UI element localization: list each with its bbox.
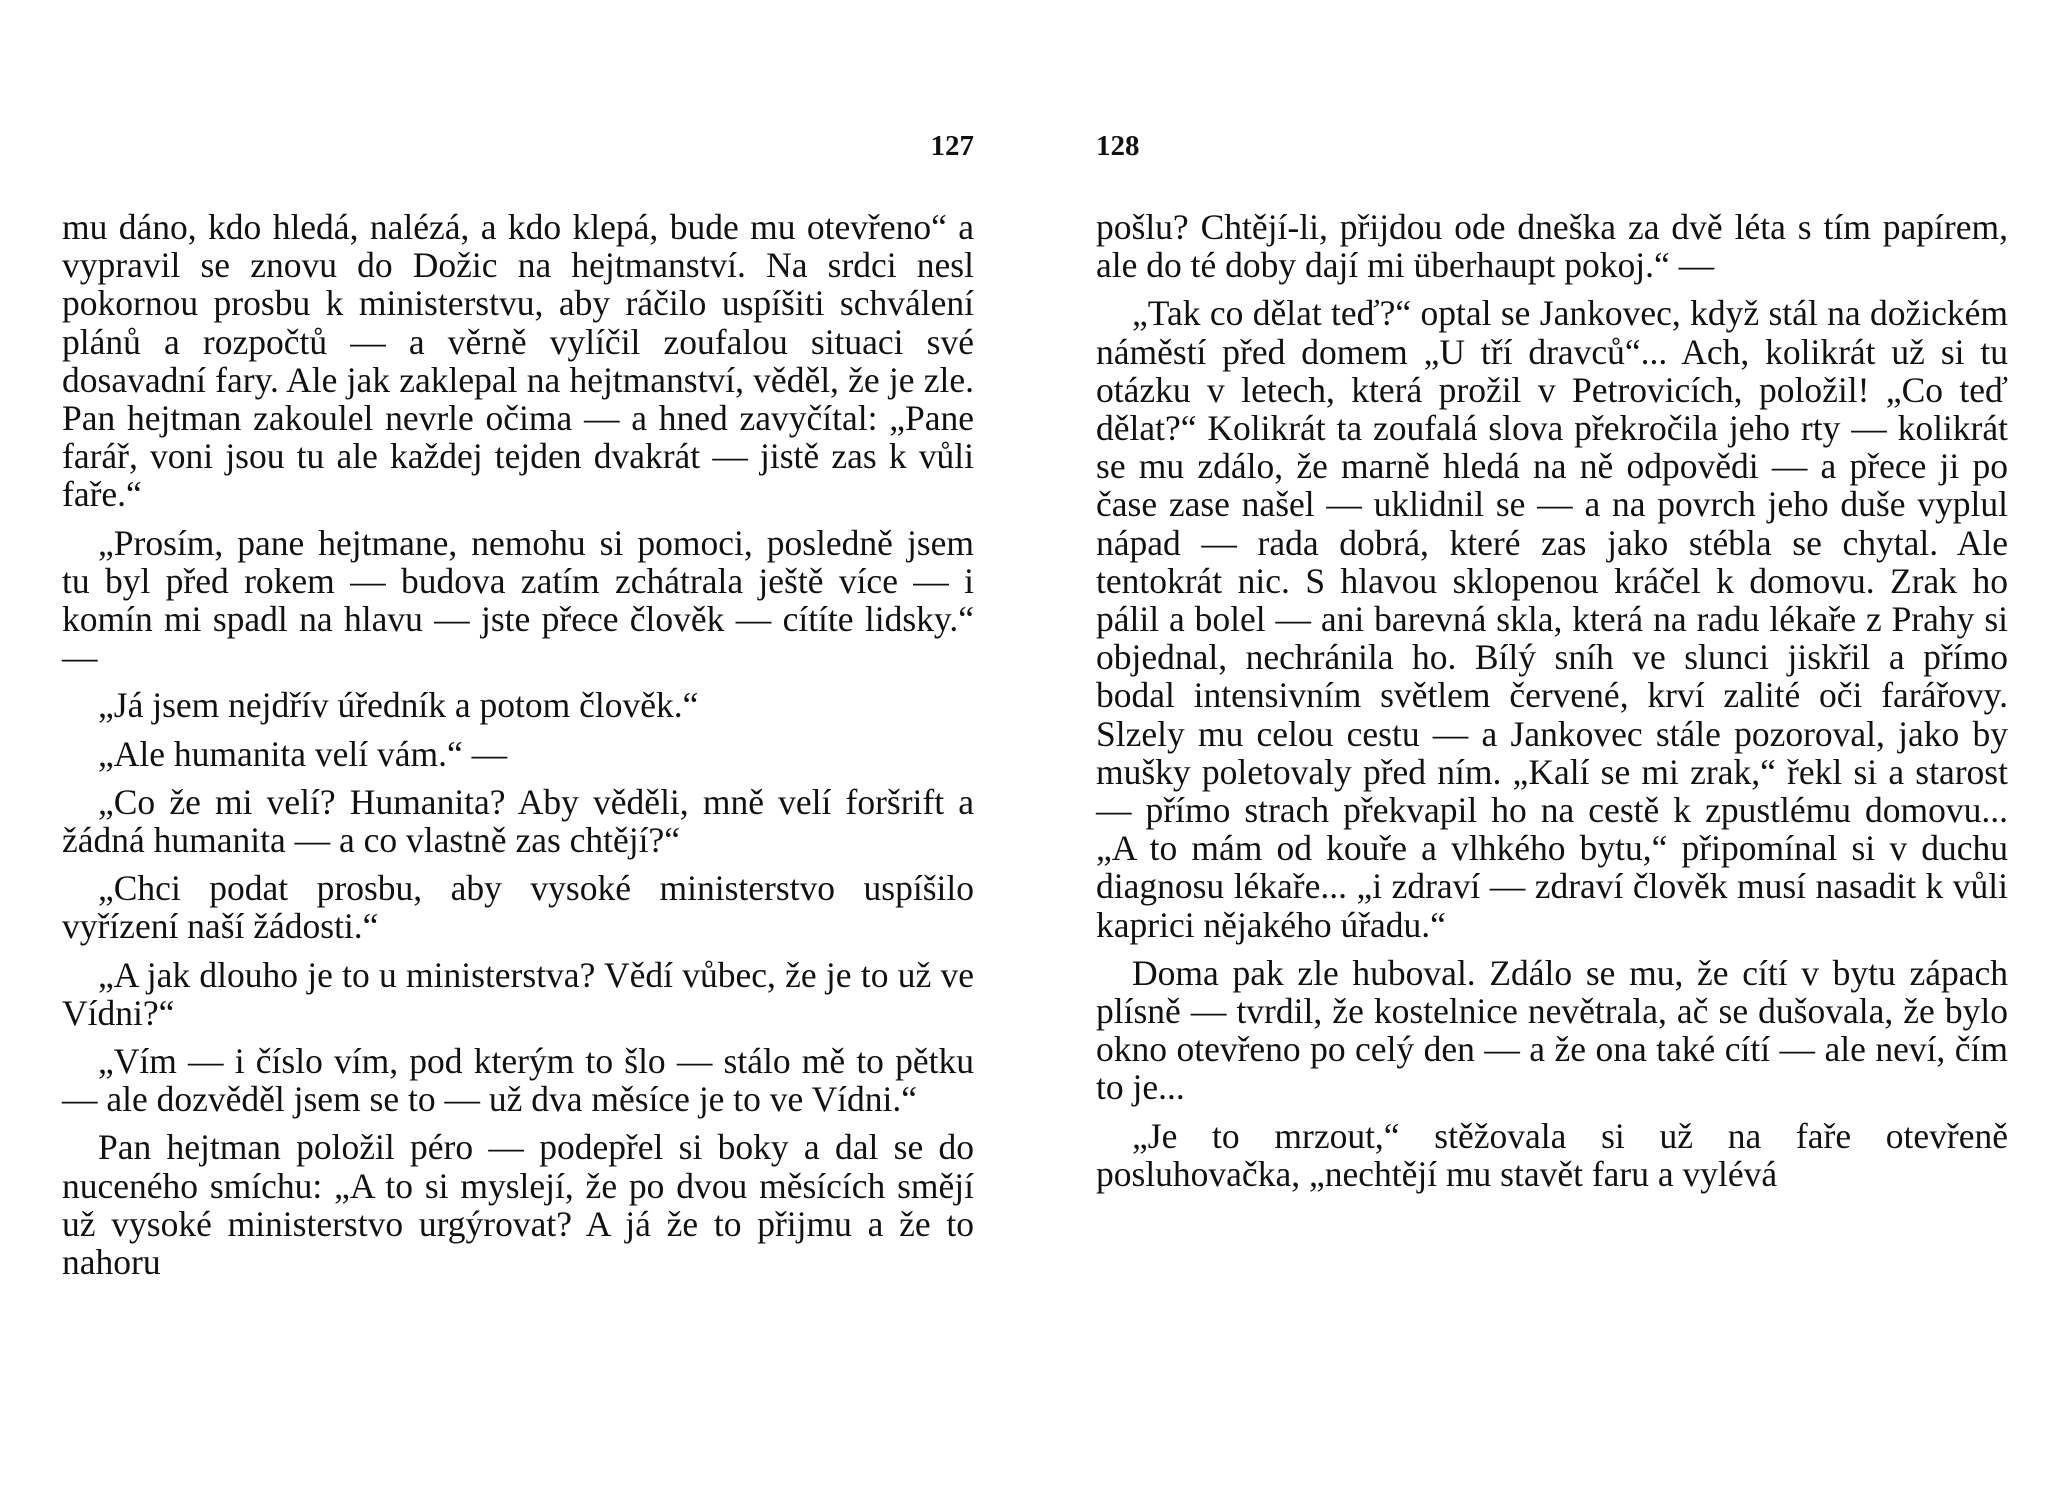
- page-number: 127: [930, 130, 974, 162]
- paragraph: „Prosím, pane hejtmane, nemohu si pomoci, posledně jsem tu byl před rokem — budova zatím zchátrala ještě více — i komín mi spadl na hlavu — jste přece člověk — cítíte lidsky.“ —: [62, 522, 974, 678]
- paragraph: „Chci podat prosbu, aby vysoké ministerstvo uspíšilo vyřízení naší žádosti.“: [62, 868, 974, 947]
- paragraph: mu dáno, kdo hledá, nalézá, a kdo klepá, bude mu otevřeno“ a vypravil se znovu do Dožic na hejtmanství. Na srdci nesl pokornou prosbu k ministerstvu, aby ráčilo uspíšiti schválení plánů a rozpočtů — a věrně vylíčil zoufalou situaci své dosavadní fary. Ale jak zaklepal na hejtmanství, věděl, že je zle. Pan hejtman zakoulel nevrle očima — a hned zavyčítal: „Pane farář, voni jsou tu ale každej tejden dvakrát — jistě zas k vůli faře.“: [62, 207, 974, 515]
- paragraph: „Já jsem nejdřív úředník a potom člověk.“: [98, 685, 699, 726]
- page-number: 128: [1096, 130, 1140, 162]
- paragraph: „Ale humanita velí vám.“ —: [98, 733, 508, 774]
- left-page-text: [62, 208, 974, 1291]
- right-page: [1096, 0, 2008, 1500]
- paragraph: Pan hejtman položil péro — podepřel si boky a dal se do nuceného smíchu: „A to si myslejí, že po dvou měsících smějí už vysoké ministerstvo urgýrovat? A já že to přijmu a že to nahoru: [62, 1127, 974, 1283]
- paragraph: pošlu? Chtějí-li, přijdou ode dneška za dvě léta s tím papírem, ale do té doby dají mi überhaupt pokoj.“ —: [1096, 207, 2008, 286]
- paragraph: Doma pak zle huboval. Zdálo se mu, že cítí v bytu zápach plísně — tvrdil, že kostelnice nevětrala, ač se dušovala, že bylo okno otevřeno po celý den — a že ona také cítí — ale neví, čím to je...: [1096, 952, 2008, 1108]
- left-page: [62, 0, 974, 1500]
- paragraph: „Vím — i číslo vím, pod kterým to šlo — stálo mě to pětku — ale dozvěděl jsem se to — už dva měsíce je to ve Vídni.“: [62, 1041, 974, 1120]
- paragraph: „Je to mrzout,“ stěžovala si už na faře otevřeně posluhovačka, „nechtějí mu stavět faru a vylévá: [1096, 1115, 2008, 1194]
- paragraph: „Co že mi velí? Humanita? Aby věděli, mně velí foršrift a žádná humanita — a co vlastně zas chtějí?“: [62, 781, 974, 861]
- paragraph: „Tak co dělat teď?“ optal se Jankovec, když stál na dožickém náměstí před domem „U tří dravců“... Ach, kolikrát už si tu otázku v letech, která prožil v Petrovicích, položil! „Co teď dělat?“ Kolikrát ta zoufalá slova překročila jeho rty — kolikrát se mu zdálo, že marně hledá na ně odpovědi — a přece ji po čase zase našel — uklidnil se — a na povrch jeho duše vyplul nápad — rada dobrá, které zas jako stébla se chytal. Ale tentokrát nic. S hlavou sklopenou kráčel k domovu. Zrak ho pálil a bolel — ani barevná skla, která na radu lékaře z Prahy si objednal, nechránila ho. Bílý sníh ve slunci jiskřil a přímo bodal intensivním světlem červené, krví zalité oči farářovy. Slzely mu celou cestu — a Jankovec stále pozoroval, jako by mušky poletovaly před ním. „Kalí se mi zrak,“ řekl si a starost — přímo strach překvapil ho na cestě k zpustlému domovu... „A to mám od kouře a vlhkého bytu,“ připomínal si v duchu diagnosu lékaře... „i zdraví — zdraví člověk musí nasadit k vůli kaprici nějakého úřadu.“: [1096, 293, 2008, 945]
- right-page-text: [1096, 208, 2008, 1203]
- paragraph: „A jak dlouho je to u ministerstva? Vědí vůbec, že je to už ve Vídni?“: [62, 954, 974, 1033]
